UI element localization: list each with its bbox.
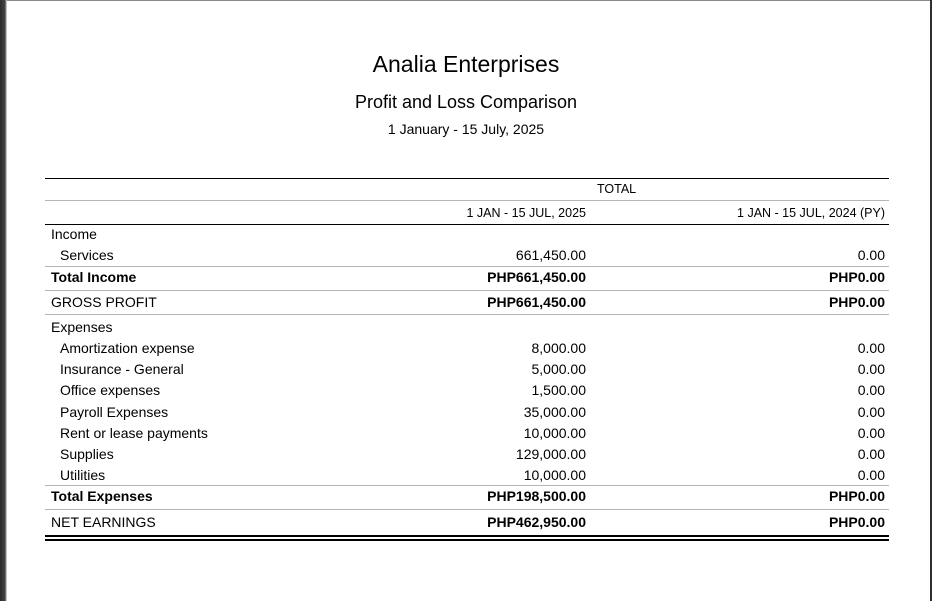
total-expenses-prior: PHP0.00 bbox=[828, 488, 885, 504]
row-value-prior: 0.00 bbox=[857, 446, 885, 462]
column-header-current: 1 JAN - 15 JUL, 2025 bbox=[466, 206, 586, 220]
row-value-current: 10,000.00 bbox=[523, 425, 586, 441]
row-divider bbox=[45, 509, 889, 510]
total-expenses-label: Total Expenses bbox=[51, 488, 153, 504]
row-value-prior: 0.00 bbox=[857, 382, 885, 398]
column-header-prior: 1 JAN - 15 JUL, 2024 (PY) bbox=[737, 206, 885, 220]
gross-profit-label: GROSS PROFIT bbox=[51, 294, 157, 310]
row-label: Office expenses bbox=[60, 382, 161, 398]
net-earnings-current: PHP462,950.00 bbox=[487, 514, 586, 530]
row-value-prior: 0.00 bbox=[857, 404, 885, 420]
row-label: Insurance - General bbox=[60, 361, 184, 377]
row-divider bbox=[45, 290, 889, 291]
section-header-expenses: Expenses bbox=[51, 319, 113, 335]
gross-profit-current: PHP661,450.00 bbox=[487, 294, 586, 310]
total-income-prior: PHP0.00 bbox=[828, 269, 885, 285]
row-value-prior: 0.00 bbox=[857, 361, 885, 377]
net-earnings-label: NET EARNINGS bbox=[51, 514, 156, 530]
row-label: Supplies bbox=[60, 446, 114, 462]
table-bottom-rule bbox=[45, 535, 889, 537]
total-expenses-current: PHP198,500.00 bbox=[487, 488, 586, 504]
row-divider bbox=[45, 314, 889, 315]
net-earnings-prior: PHP0.00 bbox=[828, 514, 885, 530]
total-income-label: Total Income bbox=[51, 269, 137, 285]
report-title: Profit and Loss Comparison bbox=[354, 92, 578, 112]
row-value-current: 1,500.00 bbox=[531, 382, 586, 398]
column-group-header: TOTAL bbox=[597, 182, 637, 196]
row-value-current: 661,450.00 bbox=[515, 247, 586, 263]
row-label: Utilities bbox=[60, 467, 106, 483]
row-label: Rent or lease payments bbox=[60, 425, 208, 441]
row-label: Services bbox=[60, 247, 114, 263]
header-divider bbox=[45, 200, 889, 201]
row-value-current: 5,000.00 bbox=[531, 361, 586, 377]
row-label: Amortization expense bbox=[60, 340, 195, 356]
row-value-prior: 0.00 bbox=[857, 340, 885, 356]
row-label: Payroll Expenses bbox=[60, 404, 169, 420]
row-value-prior: 0.00 bbox=[857, 425, 885, 441]
row-divider bbox=[45, 266, 889, 267]
gross-profit-prior: PHP0.00 bbox=[828, 294, 885, 310]
row-value-prior: 0.00 bbox=[857, 467, 885, 483]
row-value-current: 35,000.00 bbox=[523, 404, 586, 420]
window-top-edge bbox=[0, 0, 932, 1]
company-name: Analia Enterprises bbox=[372, 51, 560, 77]
table-bottom-rule-double bbox=[45, 539, 889, 541]
report-date-range: 1 January - 15 July, 2025 bbox=[387, 121, 545, 137]
row-value-current: 8,000.00 bbox=[531, 340, 586, 356]
total-income-current: PHP661,450.00 bbox=[487, 269, 586, 285]
row-divider bbox=[45, 485, 889, 486]
row-value-current: 129,000.00 bbox=[515, 446, 586, 462]
header-bottom-rule bbox=[45, 224, 889, 225]
row-value-prior: 0.00 bbox=[857, 247, 885, 263]
row-value-current: 10,000.00 bbox=[523, 467, 586, 483]
table-top-rule bbox=[45, 178, 889, 179]
section-header-income: Income bbox=[51, 226, 97, 242]
